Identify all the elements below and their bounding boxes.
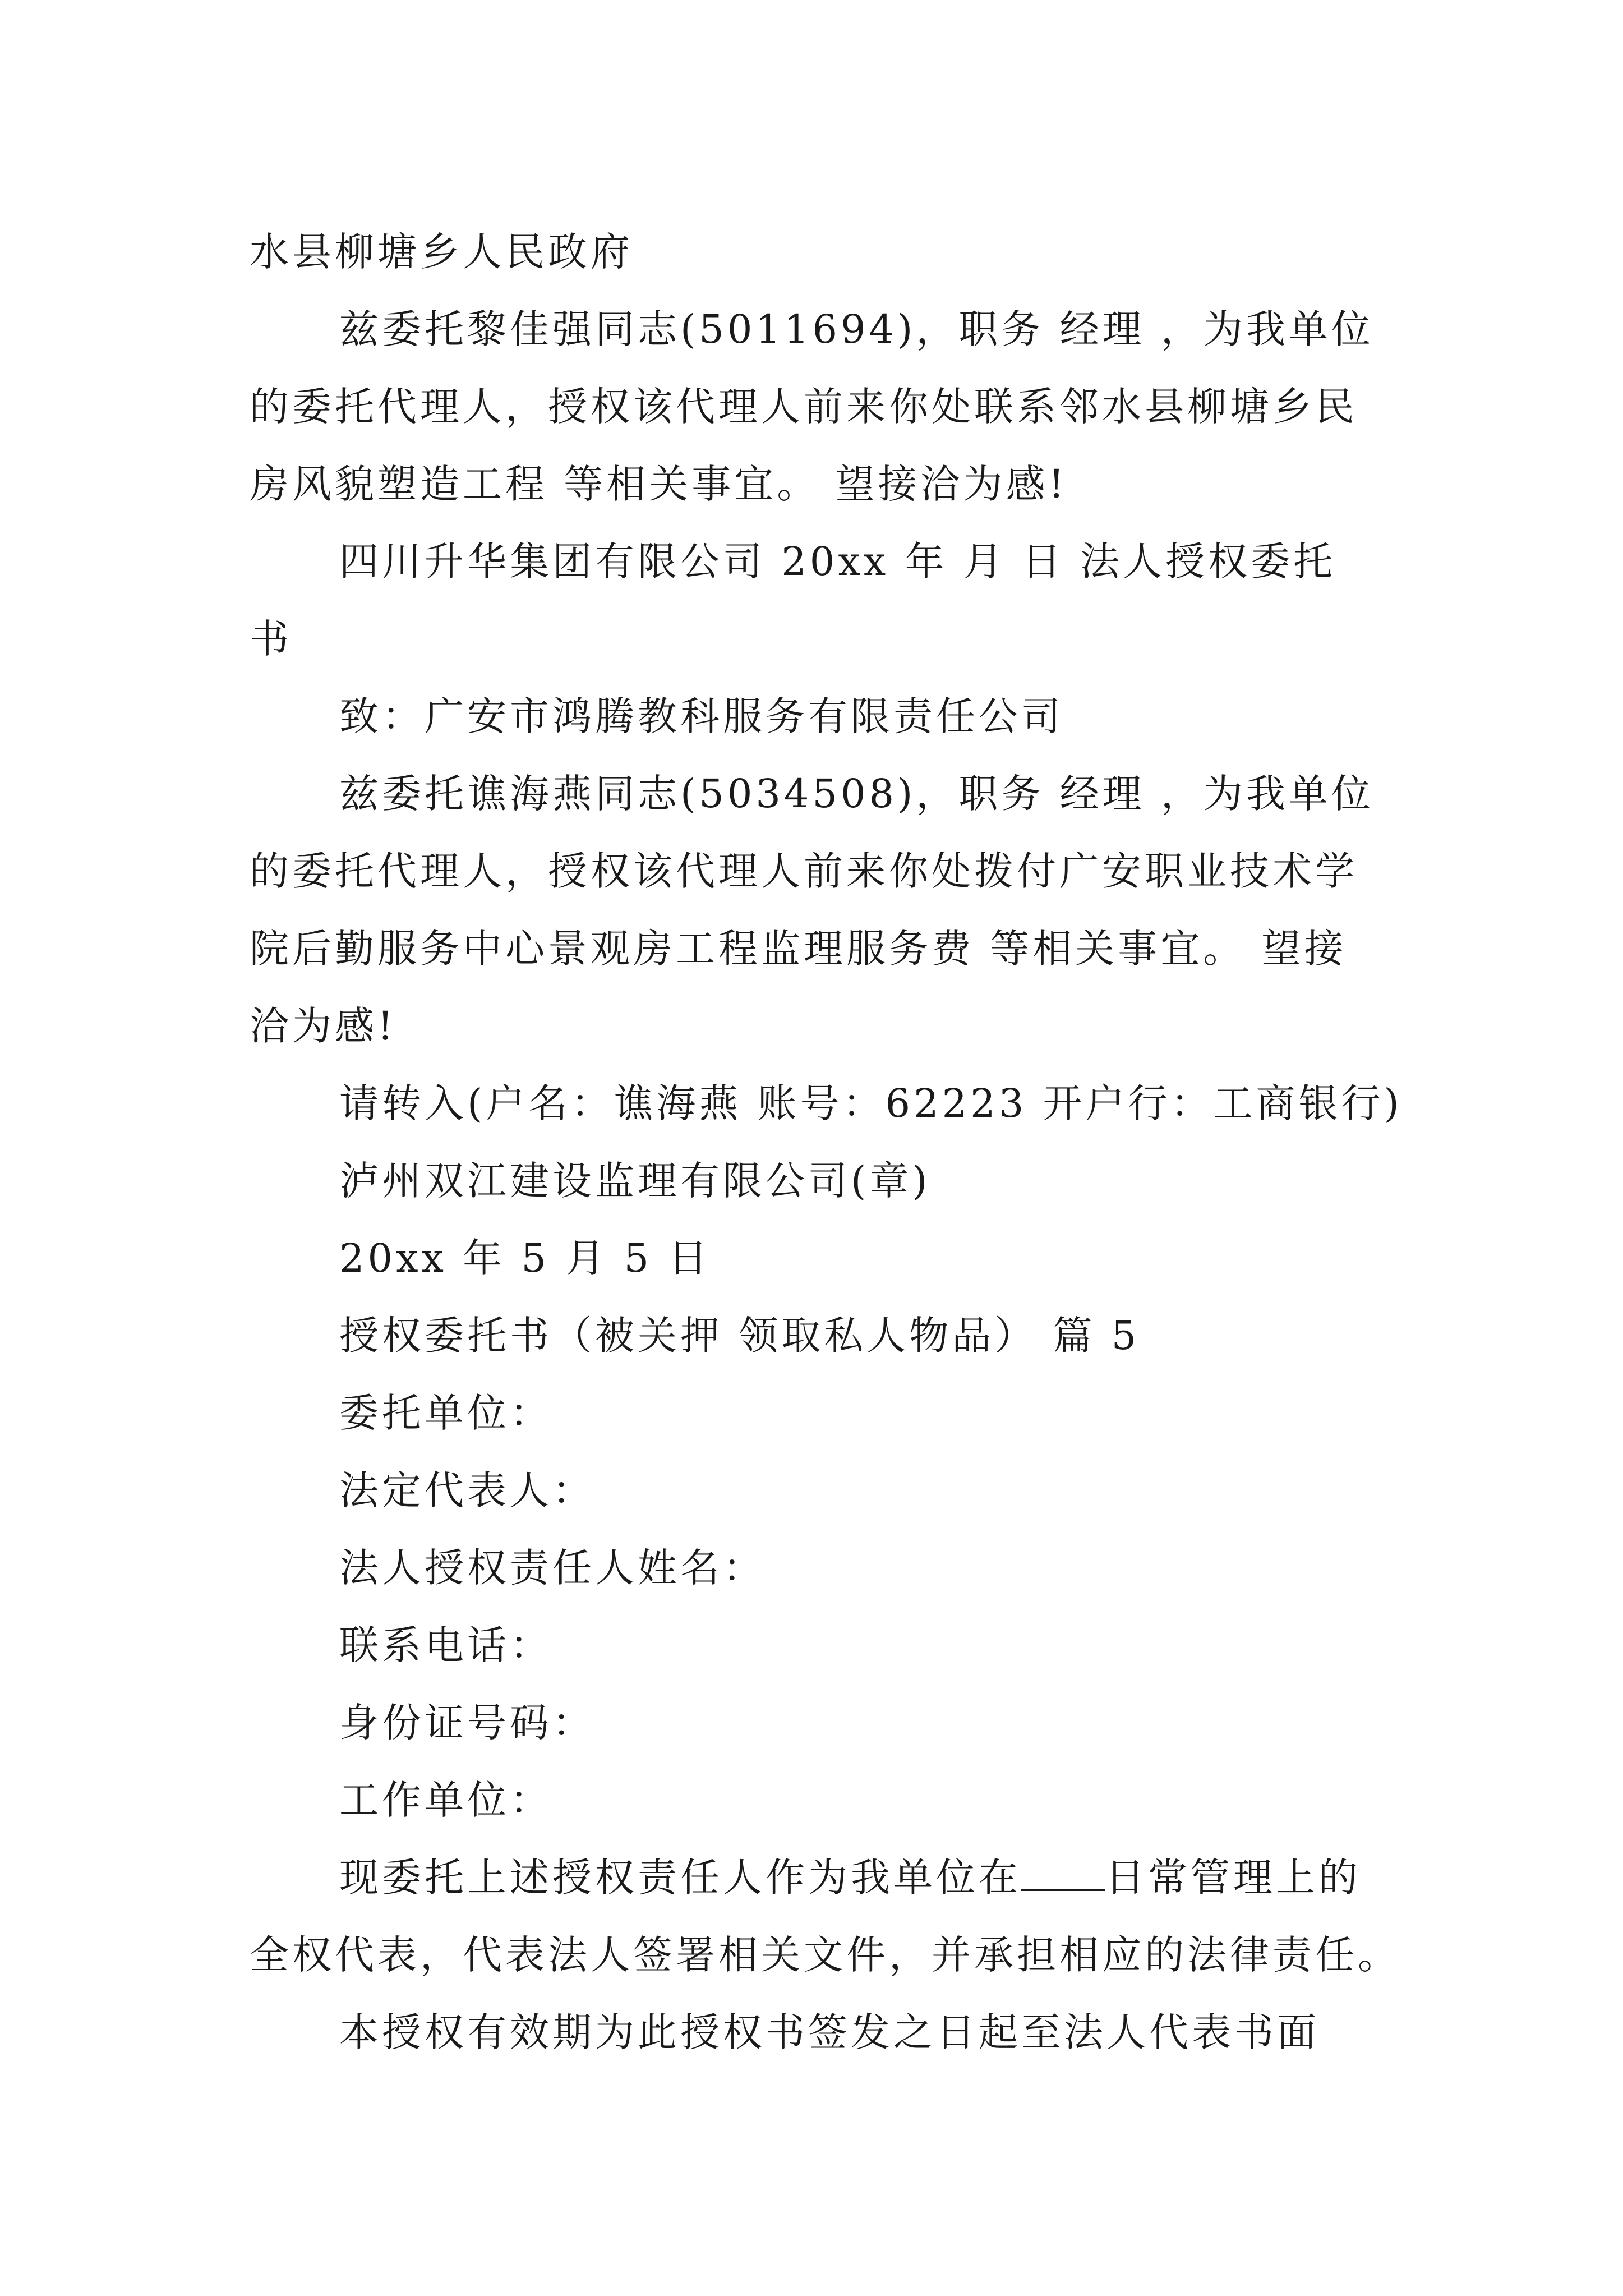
text-line: 的委托代理人，授权该代理人前来你处拨付广安职业技术学 — [250, 848, 1358, 894]
text-line: 请转入(户名：谯海燕 账号：62223 开户行：工商银行) — [339, 1080, 1403, 1126]
text-segment: 现委托上述授权责任人作为我单位在 — [339, 1855, 1021, 1901]
text-line: 书 — [250, 616, 292, 662]
form-field-label: 法定代表人： — [339, 1467, 595, 1513]
text-line: 泸州双江建设监理有限公司(章) — [339, 1158, 931, 1204]
form-field-label: 法人授权责任人姓名： — [339, 1545, 766, 1591]
text-line: 兹委托黎佳强同志(5011694)，职务 经理 ，为我单位 — [339, 306, 1374, 352]
document-body — [250, 213, 1403, 2071]
form-field-label: 联系电话： — [339, 1622, 552, 1668]
text-line: 兹委托谯海燕同志(5034508)，职务 经理 ，为我单位 — [339, 771, 1374, 817]
text-line: 本授权有效期为此授权书签发之日起至法人代表书面 — [339, 2009, 1320, 2055]
text-segment: 日常管理上的 — [1105, 1855, 1361, 1901]
text-line: 房风貌塑造工程 等相关事宜。 望接洽为感! — [250, 461, 1068, 507]
text-line: 洽为感! — [250, 1003, 397, 1049]
fill-in-blank — [1021, 1856, 1105, 1891]
text-line: 四川升华集团有限公司 20xx 年 月 日 法人授权委托 — [339, 539, 1336, 585]
text-line: 院后勤服务中心景观房工程监理服务费 等相关事宜。 望接 — [250, 926, 1347, 972]
form-field-label: 工作单位： — [339, 1777, 552, 1823]
text-line: 的委托代理人，授权该代理人前来你处联系邻水县柳塘乡民 — [250, 384, 1358, 430]
text-line: 水县柳塘乡人民政府 — [250, 229, 633, 275]
section-heading: 授权委托书（被关押 领取私人物品） 篇 5 — [339, 1313, 1140, 1359]
text-line: 致：广安市鸿腾教科服务有限责任公司 — [339, 693, 1064, 739]
text-line: 20xx 年 5 月 5 日 — [339, 1235, 711, 1281]
form-field-label: 身份证号码： — [339, 1700, 595, 1746]
text-line — [250, 1839, 1388, 1916]
form-field-label: 委托单位： — [339, 1390, 552, 1436]
text-line: 全权代表，代表法人签署相关文件，并承担相应的法律责任。 — [250, 1932, 1400, 1978]
